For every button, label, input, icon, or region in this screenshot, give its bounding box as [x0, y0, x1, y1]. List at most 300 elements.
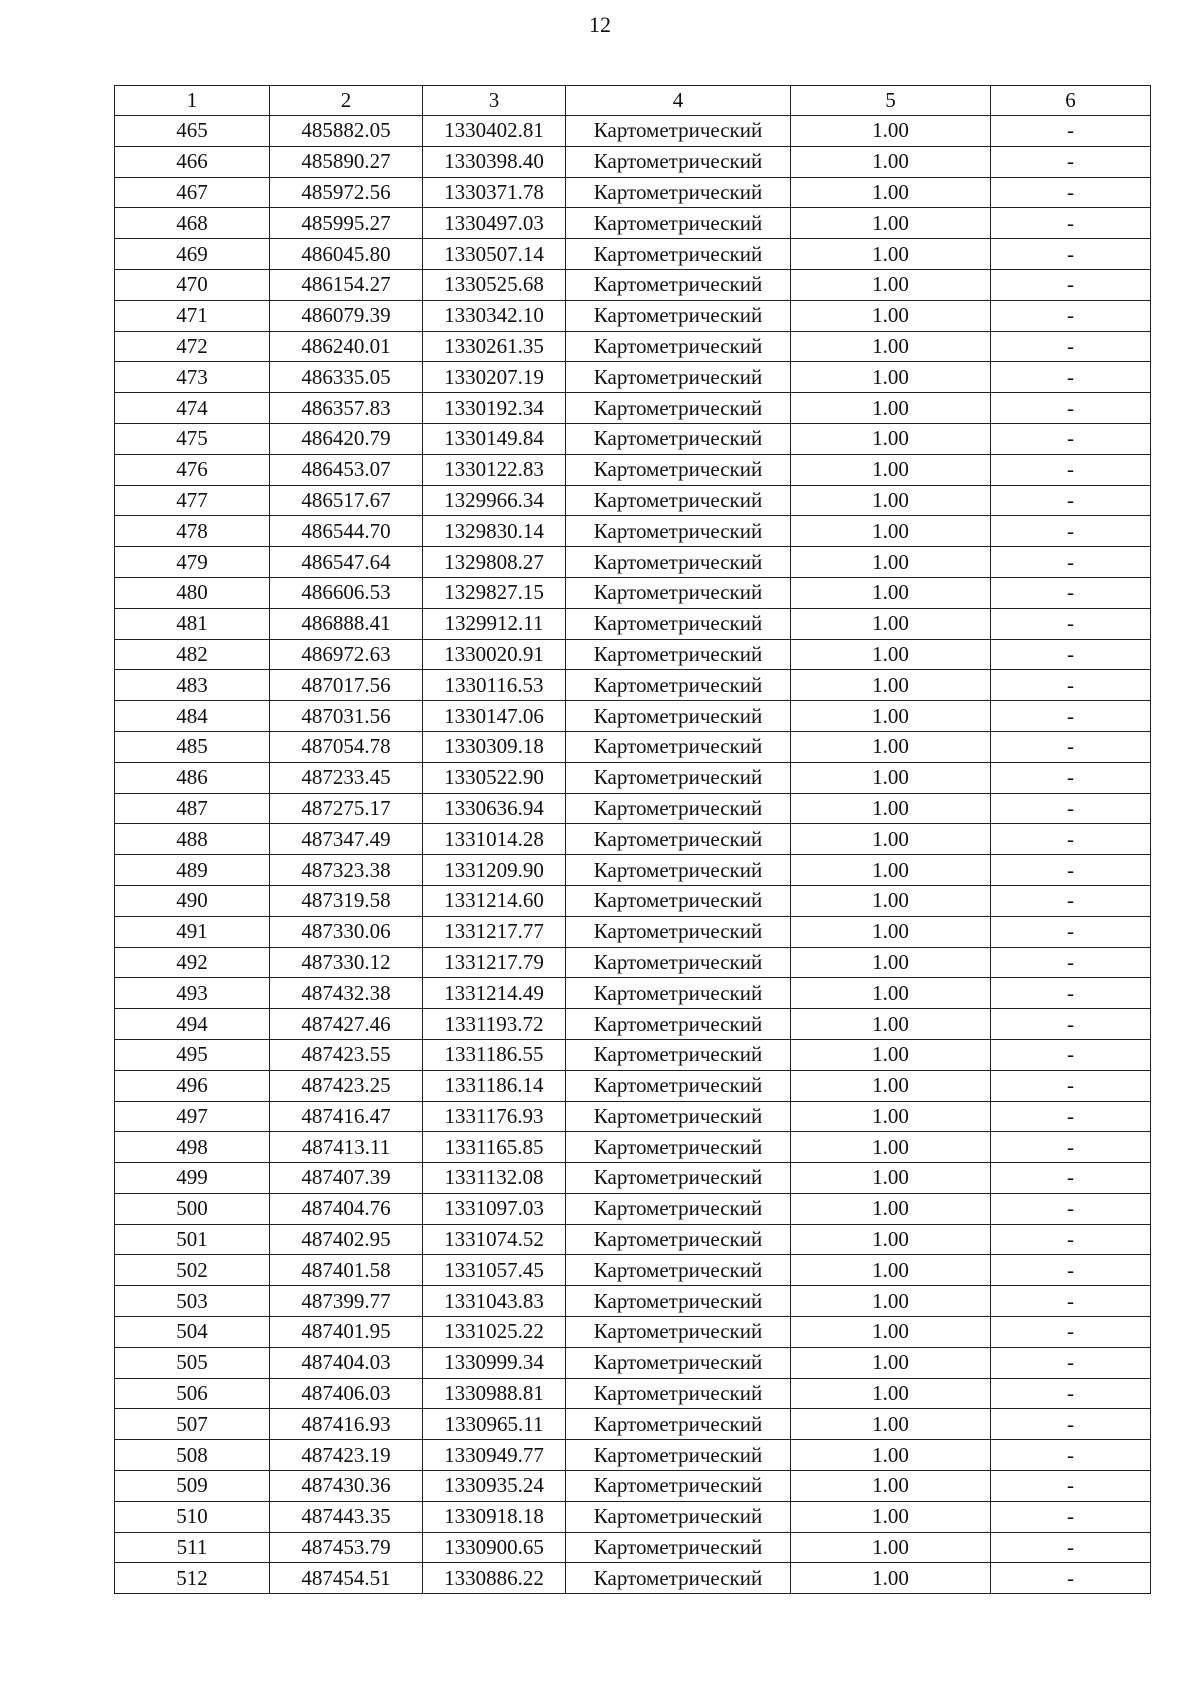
table-cell: 486154.27 [270, 269, 423, 300]
table-cell: 1329966.34 [423, 485, 566, 516]
column-header: 4 [566, 86, 791, 116]
table-row [115, 701, 1151, 732]
table-cell: 485882.05 [270, 116, 423, 147]
table-cell: Картометрический [566, 916, 791, 947]
table-cell: 1.00 [791, 824, 991, 855]
table-cell: 501 [115, 1224, 270, 1255]
table-cell: 1.00 [791, 146, 991, 177]
table-cell: 487416.47 [270, 1101, 423, 1132]
table-cell: 1330207.19 [423, 362, 566, 393]
table-row [115, 608, 1151, 639]
table-row [115, 1317, 1151, 1348]
table-cell: Картометрический [566, 1317, 791, 1348]
table-cell: - [991, 1070, 1151, 1101]
table-cell: 1330192.34 [423, 393, 566, 424]
table-cell: 477 [115, 485, 270, 516]
table-cell: 502 [115, 1255, 270, 1286]
table-cell: 487407.39 [270, 1163, 423, 1194]
table-cell: 467 [115, 177, 270, 208]
table-cell: 487413.11 [270, 1132, 423, 1163]
table-cell: 1330988.81 [423, 1378, 566, 1409]
table-cell: 487233.45 [270, 762, 423, 793]
table-cell: - [991, 1440, 1151, 1471]
table-cell: Картометрический [566, 762, 791, 793]
table-cell: Картометрический [566, 1409, 791, 1440]
table-row [115, 1409, 1151, 1440]
table-row [115, 1501, 1151, 1532]
table-cell: Картометрический [566, 177, 791, 208]
table-cell: 487319.58 [270, 885, 423, 916]
table-cell: 1329808.27 [423, 547, 566, 578]
table-cell: Картометрический [566, 547, 791, 578]
table-row [115, 793, 1151, 824]
table-cell: Картометрический [566, 1286, 791, 1317]
table-cell: - [991, 762, 1151, 793]
table-cell: 492 [115, 947, 270, 978]
table-cell: Картометрический [566, 1101, 791, 1132]
table-cell: 506 [115, 1378, 270, 1409]
table-cell: Картометрический [566, 1532, 791, 1563]
table-row [115, 485, 1151, 516]
table-cell: - [991, 1163, 1151, 1194]
table-cell: 507 [115, 1409, 270, 1440]
table-cell: - [991, 639, 1151, 670]
table-cell: 469 [115, 239, 270, 270]
table-cell: 474 [115, 393, 270, 424]
table-cell: Картометрический [566, 516, 791, 547]
table-cell: 1.00 [791, 1471, 991, 1502]
table-row [115, 1440, 1151, 1471]
table-cell: 486547.64 [270, 547, 423, 578]
column-header: 5 [791, 86, 991, 116]
table-row [115, 731, 1151, 762]
table-cell: - [991, 1409, 1151, 1440]
table-cell: 487453.79 [270, 1532, 423, 1563]
table-cell: 509 [115, 1471, 270, 1502]
table-cell: 1.00 [791, 454, 991, 485]
coordinates-table [114, 85, 1151, 1594]
table-cell: Картометрический [566, 670, 791, 701]
table-cell: 1330999.34 [423, 1347, 566, 1378]
table-cell: 1.00 [791, 1163, 991, 1194]
table-cell: 486517.67 [270, 485, 423, 516]
table-cell: 1.00 [791, 762, 991, 793]
table-cell: 1330949.77 [423, 1440, 566, 1471]
table-cell: Картометрический [566, 454, 791, 485]
table-cell: 1331074.52 [423, 1224, 566, 1255]
table-cell: - [991, 885, 1151, 916]
table-cell: Картометрический [566, 1255, 791, 1286]
table-row [115, 978, 1151, 1009]
table-cell: 1330147.06 [423, 701, 566, 732]
table-cell: 1329827.15 [423, 577, 566, 608]
table-cell: Картометрический [566, 947, 791, 978]
table-cell: 490 [115, 885, 270, 916]
table-cell: 486357.83 [270, 393, 423, 424]
table-cell: Картометрический [566, 731, 791, 762]
table-cell: 1330398.40 [423, 146, 566, 177]
table-row [115, 1532, 1151, 1563]
table-cell: - [991, 116, 1151, 147]
table-cell: - [991, 239, 1151, 270]
table-cell: 1.00 [791, 1009, 991, 1040]
table-cell: Картометрический [566, 208, 791, 239]
table-cell: 487430.36 [270, 1471, 423, 1502]
table-cell: 1.00 [791, 978, 991, 1009]
table-cell: 481 [115, 608, 270, 639]
table-row [115, 639, 1151, 670]
table-cell: 487399.77 [270, 1286, 423, 1317]
table-cell: Картометрический [566, 1224, 791, 1255]
table-cell: 1.00 [791, 331, 991, 362]
table-cell: 1330261.35 [423, 331, 566, 362]
table-cell: - [991, 1101, 1151, 1132]
table-cell: 487330.12 [270, 947, 423, 978]
table-cell: 487423.25 [270, 1070, 423, 1101]
table-cell: 486079.39 [270, 300, 423, 331]
table-cell: 466 [115, 146, 270, 177]
table-cell: 485 [115, 731, 270, 762]
table-cell: 487454.51 [270, 1563, 423, 1594]
table-cell: - [991, 1039, 1151, 1070]
table-cell: 493 [115, 978, 270, 1009]
table-cell: 486 [115, 762, 270, 793]
table-row [115, 1101, 1151, 1132]
table-cell: - [991, 916, 1151, 947]
table-cell: 487432.38 [270, 978, 423, 1009]
table-cell: - [991, 423, 1151, 454]
table-cell: 1331043.83 [423, 1286, 566, 1317]
table-cell: 1330965.11 [423, 1409, 566, 1440]
table-cell: 487401.95 [270, 1317, 423, 1348]
table-cell: 1.00 [791, 1501, 991, 1532]
table-cell: 485972.56 [270, 177, 423, 208]
table-cell: 505 [115, 1347, 270, 1378]
table-cell: 1.00 [791, 1255, 991, 1286]
table-cell: 1.00 [791, 793, 991, 824]
table-cell: Картометрический [566, 639, 791, 670]
table-cell: Картометрический [566, 146, 791, 177]
table-row [115, 208, 1151, 239]
table-cell: 1.00 [791, 1070, 991, 1101]
table-cell: 473 [115, 362, 270, 393]
table-cell: - [991, 1347, 1151, 1378]
table-cell: - [991, 362, 1151, 393]
table-cell: Картометрический [566, 485, 791, 516]
table-cell: 1330116.53 [423, 670, 566, 701]
table-row [115, 300, 1151, 331]
table-cell: - [991, 393, 1151, 424]
table-row [115, 1070, 1151, 1101]
table-cell: Картометрический [566, 1193, 791, 1224]
table-cell: - [991, 1532, 1151, 1563]
table-cell: - [991, 1501, 1151, 1532]
table-cell: 1330122.83 [423, 454, 566, 485]
table-cell: Картометрический [566, 423, 791, 454]
table-cell: 486045.80 [270, 239, 423, 270]
table-cell: 482 [115, 639, 270, 670]
table-cell: Картометрический [566, 1347, 791, 1378]
table-cell: 1330507.14 [423, 239, 566, 270]
table-row [115, 1563, 1151, 1594]
table-row [115, 824, 1151, 855]
table-cell: 1.00 [791, 1286, 991, 1317]
table-cell: 1330309.18 [423, 731, 566, 762]
table-row [115, 331, 1151, 362]
table-cell: 1331186.14 [423, 1070, 566, 1101]
table-cell: - [991, 824, 1151, 855]
table-cell: - [991, 701, 1151, 732]
table-cell: 1331214.49 [423, 978, 566, 1009]
table-cell: Картометрический [566, 1039, 791, 1070]
table-cell: 486606.53 [270, 577, 423, 608]
table-cell: Картометрический [566, 393, 791, 424]
table-row [115, 1039, 1151, 1070]
table-cell: 1.00 [791, 1132, 991, 1163]
table-cell: Картометрический [566, 269, 791, 300]
table-cell: 1330149.84 [423, 423, 566, 454]
table-cell: 1.00 [791, 516, 991, 547]
table-cell: Картометрический [566, 362, 791, 393]
table-cell: 1331186.55 [423, 1039, 566, 1070]
table-cell: 1331176.93 [423, 1101, 566, 1132]
table-cell: Картометрический [566, 1501, 791, 1532]
table-row [115, 1471, 1151, 1502]
table-cell: 485890.27 [270, 146, 423, 177]
table-row [115, 577, 1151, 608]
table-cell: Картометрический [566, 577, 791, 608]
table-cell: 1330402.81 [423, 116, 566, 147]
table-cell: 489 [115, 855, 270, 886]
table-cell: 1.00 [791, 269, 991, 300]
table-cell: 1.00 [791, 1409, 991, 1440]
table-cell: 487404.76 [270, 1193, 423, 1224]
table-cell: 1330900.65 [423, 1532, 566, 1563]
table-cell: 478 [115, 516, 270, 547]
table-cell: - [991, 1317, 1151, 1348]
table-cell: 471 [115, 300, 270, 331]
page-number: 12 [589, 12, 611, 37]
table-cell: 508 [115, 1440, 270, 1471]
table-cell: Картометрический [566, 1440, 791, 1471]
table-cell: 497 [115, 1101, 270, 1132]
table-cell: - [991, 577, 1151, 608]
table-cell: 487402.95 [270, 1224, 423, 1255]
table-cell: 494 [115, 1009, 270, 1040]
table-cell: 1330886.22 [423, 1563, 566, 1594]
table-cell: 1331097.03 [423, 1193, 566, 1224]
table-cell: Картометрический [566, 1378, 791, 1409]
table-cell: 1.00 [791, 577, 991, 608]
table-row [115, 1286, 1151, 1317]
table-row [115, 269, 1151, 300]
table-cell: 1.00 [791, 300, 991, 331]
table-row [115, 116, 1151, 147]
table-row [115, 516, 1151, 547]
table-cell: 1329830.14 [423, 516, 566, 547]
column-header: 6 [991, 86, 1151, 116]
table-cell: 487423.55 [270, 1039, 423, 1070]
table-cell: 1330371.78 [423, 177, 566, 208]
table-cell: 1.00 [791, 639, 991, 670]
table-cell: 1.00 [791, 1193, 991, 1224]
table-cell: - [991, 947, 1151, 978]
table-cell: 503 [115, 1286, 270, 1317]
table-cell: - [991, 978, 1151, 1009]
table-cell: 468 [115, 208, 270, 239]
table-cell: 500 [115, 1193, 270, 1224]
table-cell: 465 [115, 116, 270, 147]
table-cell: 488 [115, 824, 270, 855]
table-cell: - [991, 1471, 1151, 1502]
table-cell: 1.00 [791, 393, 991, 424]
table-cell: - [991, 731, 1151, 762]
table-cell: 487347.49 [270, 824, 423, 855]
table-cell: 1.00 [791, 1101, 991, 1132]
table-cell: Картометрический [566, 793, 791, 824]
table-cell: 1.00 [791, 701, 991, 732]
table-cell: 472 [115, 331, 270, 362]
table-cell: 499 [115, 1163, 270, 1194]
table-cell: 1.00 [791, 608, 991, 639]
table-cell: 1.00 [791, 947, 991, 978]
table-cell: 1331217.77 [423, 916, 566, 947]
table-cell: Картометрический [566, 608, 791, 639]
table-cell: - [991, 547, 1151, 578]
table-cell: - [991, 793, 1151, 824]
table-row [115, 1193, 1151, 1224]
table-cell: - [991, 1255, 1151, 1286]
table-cell: Картометрический [566, 300, 791, 331]
table-cell: 1.00 [791, 731, 991, 762]
table-cell: 1.00 [791, 239, 991, 270]
table-cell: 487406.03 [270, 1378, 423, 1409]
table-cell: - [991, 1563, 1151, 1594]
table-cell: 476 [115, 454, 270, 485]
table-cell: 1330342.10 [423, 300, 566, 331]
table-cell: 486888.41 [270, 608, 423, 639]
table-cell: 1331214.60 [423, 885, 566, 916]
table-cell: 1331193.72 [423, 1009, 566, 1040]
table-row [115, 423, 1151, 454]
table-row [115, 547, 1151, 578]
table-cell: 1.00 [791, 1317, 991, 1348]
table-cell: - [991, 855, 1151, 886]
table-row [115, 855, 1151, 886]
table-cell: 1.00 [791, 208, 991, 239]
table-cell: 1331025.22 [423, 1317, 566, 1348]
table-row [115, 362, 1151, 393]
table-cell: 1.00 [791, 1347, 991, 1378]
table-cell: Картометрический [566, 116, 791, 147]
table-cell: 1330525.68 [423, 269, 566, 300]
table-row [115, 885, 1151, 916]
table-cell: 475 [115, 423, 270, 454]
column-header: 3 [423, 86, 566, 116]
table-cell: 480 [115, 577, 270, 608]
table-cell: 487423.19 [270, 1440, 423, 1471]
table-row [115, 146, 1151, 177]
table-cell: 487031.56 [270, 701, 423, 732]
table-cell: - [991, 454, 1151, 485]
table-row [115, 947, 1151, 978]
table-cell: - [991, 269, 1151, 300]
table-cell: 1330020.91 [423, 639, 566, 670]
table-cell: 510 [115, 1501, 270, 1532]
table-cell: 504 [115, 1317, 270, 1348]
table-cell: 486453.07 [270, 454, 423, 485]
table-row [115, 177, 1151, 208]
table-cell: 487 [115, 793, 270, 824]
column-header: 1 [115, 86, 270, 116]
table-cell: 487323.38 [270, 855, 423, 886]
table-row [115, 762, 1151, 793]
table-cell: - [991, 331, 1151, 362]
table-row [115, 1378, 1151, 1409]
table-cell: Картометрический [566, 1009, 791, 1040]
table-cell: - [991, 1132, 1151, 1163]
table-cell: 1.00 [791, 1440, 991, 1471]
table-cell: 1.00 [791, 423, 991, 454]
table-cell: 485995.27 [270, 208, 423, 239]
table-cell: 486972.63 [270, 639, 423, 670]
column-header: 2 [270, 86, 423, 116]
table-row [115, 916, 1151, 947]
table-cell: 1.00 [791, 177, 991, 208]
table-cell: 1.00 [791, 547, 991, 578]
table-cell: - [991, 516, 1151, 547]
table-cell: - [991, 146, 1151, 177]
table-cell: - [991, 208, 1151, 239]
table-cell: 487275.17 [270, 793, 423, 824]
table-cell: 491 [115, 916, 270, 947]
table-cell: 1331165.85 [423, 1132, 566, 1163]
table-cell: 487401.58 [270, 1255, 423, 1286]
table-cell: 1.00 [791, 485, 991, 516]
table-cell: 498 [115, 1132, 270, 1163]
table-cell: 1331217.79 [423, 947, 566, 978]
table-cell: 1.00 [791, 362, 991, 393]
table-cell: 470 [115, 269, 270, 300]
table-cell: 484 [115, 701, 270, 732]
table-cell: 495 [115, 1039, 270, 1070]
table-cell: Картометрический [566, 1563, 791, 1594]
table-row [115, 1163, 1151, 1194]
table-cell: 487416.93 [270, 1409, 423, 1440]
table-cell: - [991, 485, 1151, 516]
table-cell: 511 [115, 1532, 270, 1563]
table-cell: Картометрический [566, 1163, 791, 1194]
table-cell: 486420.79 [270, 423, 423, 454]
table-row [115, 239, 1151, 270]
table-row [115, 1132, 1151, 1163]
table-row [115, 670, 1151, 701]
table-cell: - [991, 1286, 1151, 1317]
table-cell: - [991, 670, 1151, 701]
table-row [115, 393, 1151, 424]
table-cell: 1331014.28 [423, 824, 566, 855]
table-cell: 483 [115, 670, 270, 701]
table-cell: Картометрический [566, 701, 791, 732]
table-cell: Картометрический [566, 978, 791, 1009]
table-cell: 486240.01 [270, 331, 423, 362]
table-cell: Картометрический [566, 331, 791, 362]
table-cell: 487054.78 [270, 731, 423, 762]
table-cell: 1.00 [791, 1039, 991, 1070]
table-cell: 1330935.24 [423, 1471, 566, 1502]
table-cell: - [991, 177, 1151, 208]
table-cell: 479 [115, 547, 270, 578]
